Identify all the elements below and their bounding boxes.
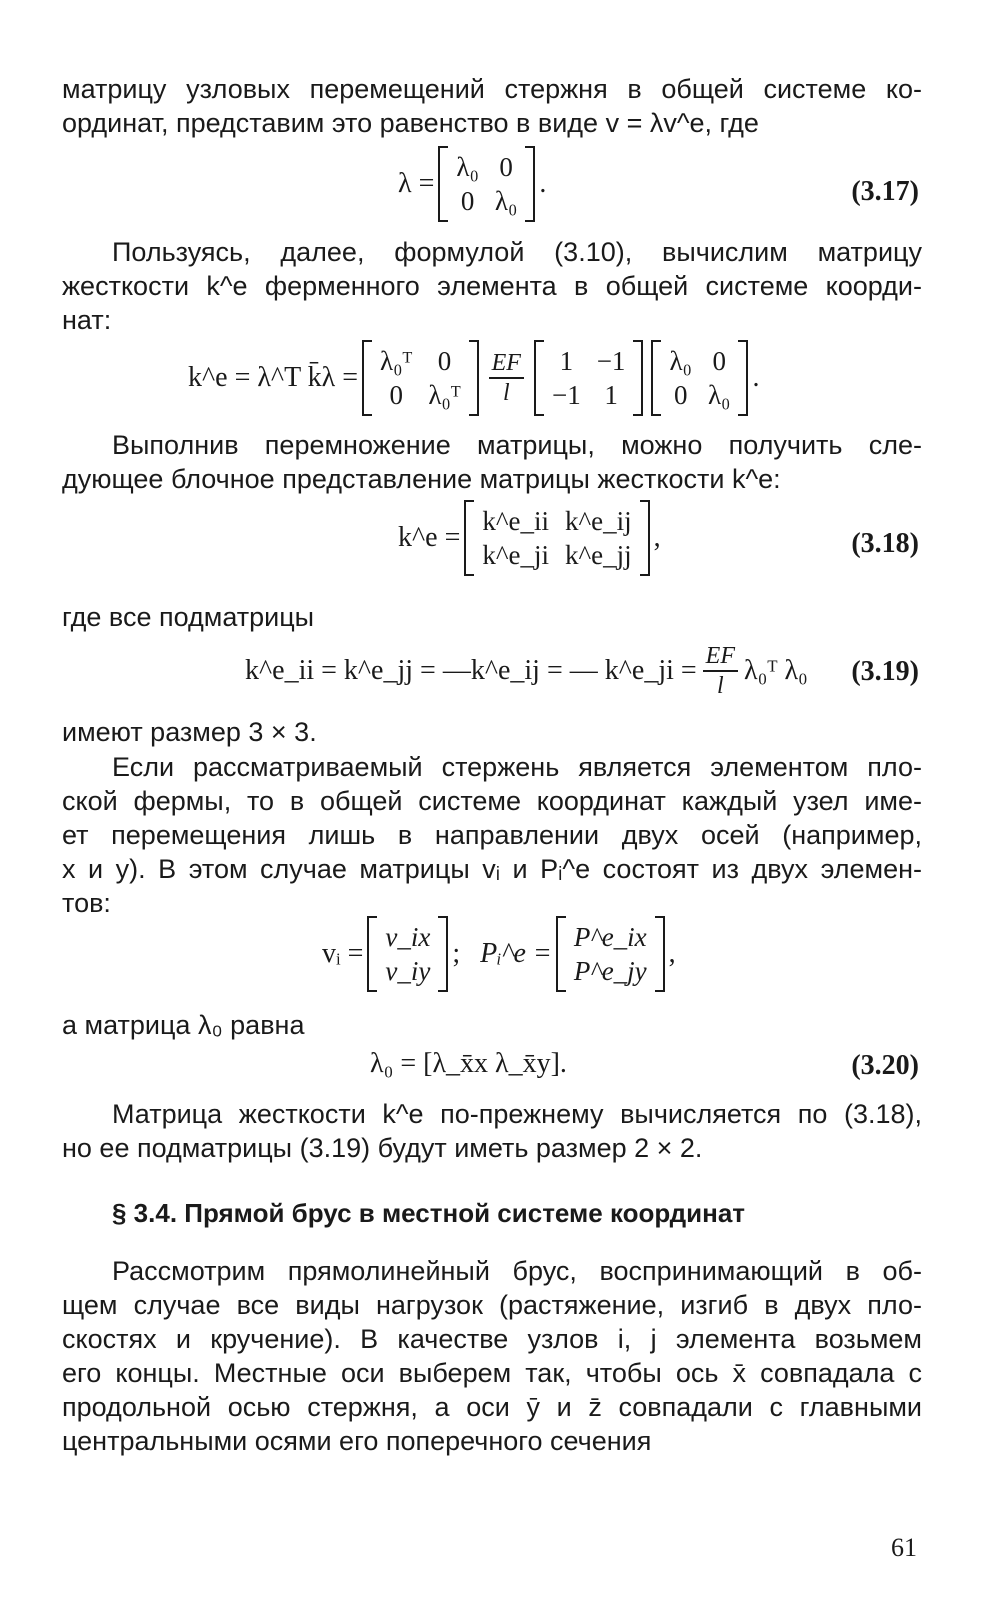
text-line: Выполнив перемножение матрицы, можно получить сле- <box>112 430 922 460</box>
fraction-ef-l: $\frac{EF}{l}$ <box>703 642 738 700</box>
text-line: x и y). В этом случае матрицы vᵢ и Pᵢ^e состоят из двух элемен- <box>62 854 922 884</box>
matrix-block-stiffness: k^e_ii k^e_ij k^e_ji k^e_jj <box>464 500 649 576</box>
text-line: Пользуясь, далее, формулой (3.10), вычислим матрицу <box>112 237 922 267</box>
vector-v: v_ix v_iy <box>367 916 448 992</box>
equation-number: (3.17) <box>851 176 919 207</box>
eq-lhs: λ = <box>398 168 435 199</box>
matrix-unit: 1 −1 −1 1 <box>534 340 643 416</box>
text-line: жесткости k^e ферменного элемента в общей системе коорди- <box>62 271 922 301</box>
text-line: скостях и кручение). В качестве узлов i, j элемента возьмем <box>62 1324 922 1354</box>
matrix-lambda: λ₀ 0 0 λ₀ <box>438 146 535 222</box>
text-line: щем случае все виды нагрузок (растяжение, изгиб в двух пло- <box>62 1290 922 1320</box>
text-line: тов: <box>62 888 111 918</box>
equation-3-19: k^e_ii = k^e_jj = —k^e_ij = — k^e_ji = $\frac{EF}{l}$ λ₀ᵀ λ₀ <box>245 643 808 699</box>
equation-vectors: vᵢ = v_ix v_iy ; Pᵢ^e = P^e_ix P^e_jy , <box>322 916 676 992</box>
text-line: ординат, представим это равенство в виде v = λv^e, где <box>62 108 759 138</box>
text-line: дующее блочное представление матрицы жесткости k^e: <box>62 464 781 494</box>
equation-number: (3.18) <box>851 528 919 559</box>
text-line: матрицу узловых перемещений стержня в общей системе ко- <box>62 74 922 104</box>
matrix-lambda-right: λ₀ 0 0 λ₀ <box>651 340 748 416</box>
vector-p: P^e_ix P^e_jy <box>556 916 665 992</box>
text-line: имеют размер 3 × 3. <box>62 717 317 747</box>
text-line: продольной осью стержня, а оси ȳ и z̄ совпадали с главными <box>62 1392 922 1422</box>
text-line: Матрица жесткости k^e по-прежнему вычисляется по (3.18), <box>112 1099 922 1129</box>
text-line: ет перемещения лишь в направлении двух осей (например, <box>62 820 922 850</box>
equation-stiffness: k^e = λ^T k̄λ = λ₀ᵀ 0 0 λ₀ᵀ $\frac{EF}{l}$ 1 −1 −1 1 λ₀ 0 0 λ₀ . <box>188 340 759 416</box>
text-line: ской фермы, то в общей системе координат каждый узел име- <box>62 786 922 816</box>
text-line: но ее подматрицы (3.19) будут иметь размер 2 × 2. <box>62 1133 703 1163</box>
page-number: 61 <box>891 1533 917 1562</box>
matrix-lambda-transpose: λ₀ᵀ 0 0 λ₀ᵀ <box>362 340 479 416</box>
text-line: а матрица λ₀ равна <box>62 1010 305 1040</box>
equation-number: (3.19) <box>851 656 919 687</box>
equation-3-17: λ = λ₀ 0 0 λ₀ . <box>398 146 546 222</box>
text-line: центральными осями его поперечного сечения <box>62 1426 652 1456</box>
text-line: Если рассматриваемый стержень является элементом пло- <box>112 752 922 782</box>
text-line: Рассмотрим прямолинейный брус, воспринимающий в об- <box>112 1256 922 1286</box>
text-line: его концы. Местные оси выберем так, чтобы ось x̄ совпадала с <box>62 1358 922 1388</box>
equation-3-20: λ₀ = [λ_x̄x λ_x̄y]. <box>370 1048 567 1079</box>
text-line: где все подматрицы <box>62 602 315 632</box>
equation-number: (3.20) <box>851 1050 919 1081</box>
equation-3-18: k^e = k^e_ii k^e_ij k^e_ji k^e_jj , <box>398 500 661 576</box>
fraction-ef-l: $\frac{EF}{l}$ <box>489 349 524 407</box>
section-heading: § 3.4. Прямой брус в местной системе координат <box>112 1198 746 1228</box>
text-line: нат: <box>62 305 112 335</box>
